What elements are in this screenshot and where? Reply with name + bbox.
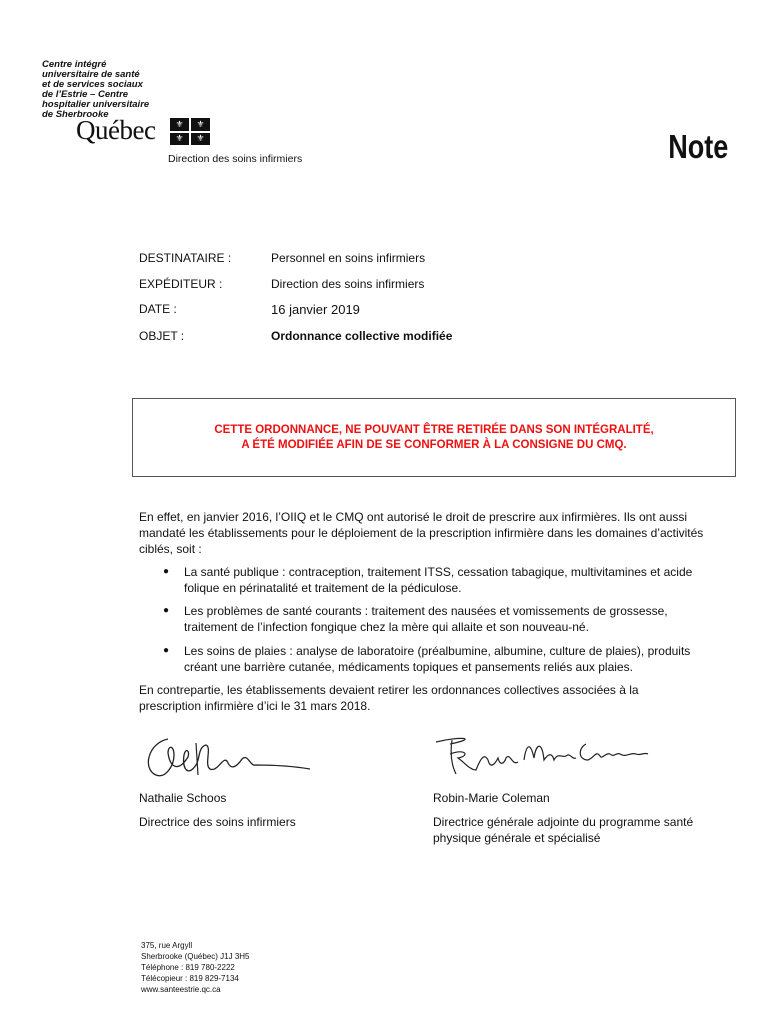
footer-address xyxy=(141,940,250,995)
list-item: Les problèmes de santé courants : traitement des nausées et vomissements de grossesse, traitement de l’infection fongique chez la mère qui allaite et son nouveau-né. xyxy=(184,604,668,634)
left-signatory-name: Nathalie Schoos xyxy=(139,791,227,805)
notice-line: A ÉTÉ MODIFIÉE AFIN DE SE CONFORMER À LA CONSIGNE DU CMQ. xyxy=(241,439,627,451)
left-signatory-title: Directrice des soins infirmiers xyxy=(139,815,296,829)
from-label: EXPÉDITEUR : xyxy=(139,277,223,291)
org-name-line: de Sherbrooke xyxy=(42,109,109,120)
signature-left xyxy=(138,725,318,785)
quebec-flag-icon: ⚜ ⚜ ⚜ ⚜ xyxy=(170,118,210,145)
to-value: Personnel en soins infirmiers xyxy=(271,251,426,265)
subject-value: Ordonnance collective modifiée xyxy=(271,329,453,343)
org-name-line: universitaire de santé xyxy=(42,69,140,80)
right-signatory-title: Directrice générale adjointe du programme santé xyxy=(433,815,694,829)
org-name-line: hospitalier universitaire xyxy=(42,99,150,110)
bullet-icon: ● xyxy=(163,605,170,616)
subject-label: OBJET : xyxy=(139,329,185,343)
footer-line: Téléphone : 819 780-2222 xyxy=(141,963,235,972)
footer-link[interactable]: www.santeestrie.qc.ca xyxy=(141,985,221,994)
org-logo xyxy=(42,60,149,120)
document-title: Note xyxy=(667,128,728,165)
footer-line: Télécopieur : 819 829-7134 xyxy=(141,974,239,983)
date-value: 16 janvier 2019 xyxy=(271,302,360,317)
to-label: DESTINATAIRE : xyxy=(139,251,232,265)
org-name-line: Centre intégré xyxy=(42,59,107,70)
conclusion-paragraph: En contrepartie, les établissements devaient retirer les ordonnances collectives associées à la prescription infirmière d’ici le 31 mars 2018. xyxy=(139,683,639,713)
list-item: La santé publique : contraception, traitement ITSS, cessation tabagique, multivitamines et acide folique en périnatalité et traitement de la pédiculose. xyxy=(184,565,693,595)
right-signatory-name: Robin-Marie Coleman xyxy=(433,791,550,805)
quebec-wordmark: Québec xyxy=(76,115,156,145)
bullet-icon: ● xyxy=(163,566,170,577)
department-name: Direction des soins infirmiers xyxy=(168,153,303,165)
date-label: DATE : xyxy=(139,302,177,316)
from-value: Direction des soins infirmiers xyxy=(271,277,425,291)
footer-line: 375, rue Argyll xyxy=(141,941,193,950)
bullet-icon: ● xyxy=(163,645,170,656)
notice-box xyxy=(132,398,736,477)
org-name-line: et de services sociaux xyxy=(42,79,143,90)
right-signatory-title: physique générale et spécialisé xyxy=(433,831,601,845)
notice-line: CETTE ORDONNANCE, NE POUVANT ÊTRE RETIRÉE DANS SON INTÉGRALITÉ, xyxy=(214,424,654,436)
intro-paragraph: En effet, en janvier 2016, l’OIIQ et le CMQ ont autorisé le droit de prescrire aux infirmières. Ils ont aussi mandaté les établissements pour le déploiement de la prescription infirmière dans les domaines d’activités ciblés, soit : xyxy=(139,510,704,556)
footer-line: Sherbrooke (Québec) J1J 3H5 xyxy=(141,952,250,961)
org-name-line: de l’Estrie – Centre xyxy=(42,89,129,100)
signature-right xyxy=(430,730,650,780)
list-item: Les soins de plaies : analyse de laboratoire (préalbumine, albumine, culture de plaies), produits créant une barrière cutanée, médicaments topiques et pansements reliés aux plaies. xyxy=(184,644,691,674)
